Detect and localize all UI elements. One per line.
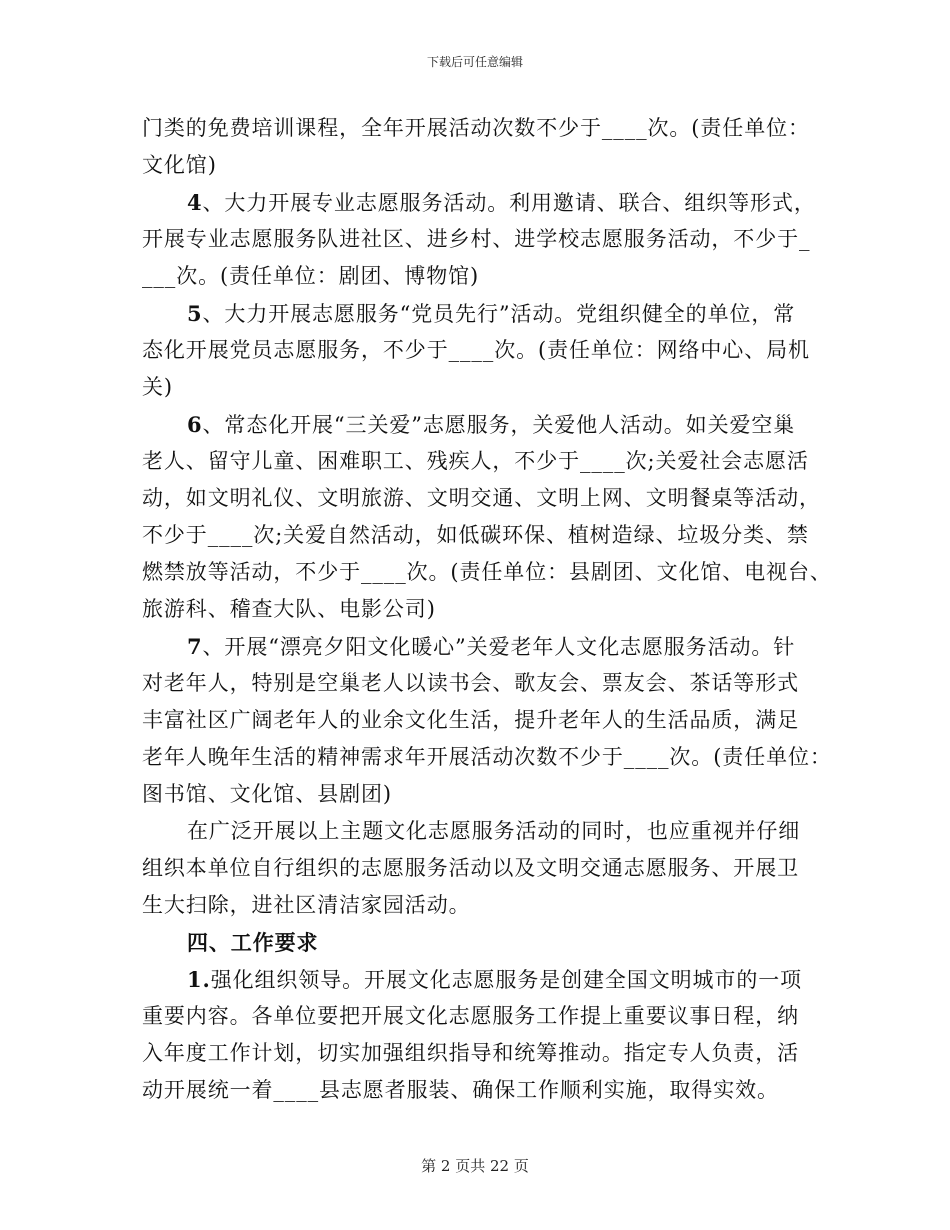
text-line: 动开展统一着____县志愿者服装、确保工作顺利实施，取得实效。	[142, 1078, 779, 1102]
line-text: 、开展“漂亮夕阳文化暖心”关爱老年人文化志愿服务活动。针	[202, 635, 796, 659]
paragraph-item-5	[142, 295, 832, 406]
text-line: 不少于____次;关爱自然活动，如低碳环保、植树造绿、垃圾分类、禁	[142, 523, 809, 547]
text-line: 态化开展党员志愿服务，不少于____次。(责任单位：网络中心、局机	[142, 338, 810, 362]
page-header-note: 下载后可任意编辑	[426, 55, 523, 69]
line-text: 强化组织领导。开展文化志愿服务是创建全国文明城市的一项	[210, 968, 803, 992]
text-line	[142, 961, 832, 998]
text-line: 开展专业志愿服务队进社区、进乡村、进学校志愿服务活动，不少于_	[142, 227, 811, 251]
line-text: 、常态化开展“三关爱”志愿服务，关爱他人活动。如关爱空巢	[202, 413, 796, 437]
paragraph-item-7	[142, 628, 832, 813]
paragraph-continuation	[142, 110, 832, 184]
text-line: 图书馆、文化馆、县剧团)	[142, 782, 392, 806]
text-line: 老年人晚年生活的精神需求年开展活动次数不少于____次。(责任单位：	[142, 745, 832, 769]
paragraph-summary	[142, 813, 832, 924]
text-line: 旅游科、稽查大队、电影公司)	[142, 597, 436, 621]
paragraph-item-6	[142, 406, 832, 628]
item-number: 6	[187, 412, 203, 437]
text-line: ___次。(责任单位：剧团、博物馆)	[142, 264, 480, 288]
text-line: 在广泛开展以上主题文化志愿服务活动的同时，也应重视并仔细	[187, 819, 801, 843]
page-number: 第 2 页共 22 页	[421, 1157, 529, 1175]
text-line	[142, 406, 832, 443]
text-line	[142, 184, 832, 221]
item-number: 1.	[187, 967, 211, 992]
line-text: 、大力开展专业志愿服务活动。利用邀请、联合、组织等形式，	[202, 191, 816, 215]
item-number: 4	[187, 190, 203, 215]
text-line: 门类的免费培训课程，全年开展活动次数不少于____次。(责任单位：	[142, 116, 810, 140]
text-line: 对老年人，特别是空巢老人以读书会、歌友会、票友会、茶话等形式	[142, 671, 799, 695]
text-line: 燃禁放等活动，不少于____次。(责任单位：县剧团、文化馆、电视台、	[142, 560, 832, 584]
text-line	[142, 628, 832, 665]
text-line: 丰富社区广阔老年人的业余文化生活，提升老年人的生活品质，满足	[142, 708, 799, 732]
section-heading: 四、工作要求	[187, 930, 319, 955]
paragraph-item-4	[142, 184, 832, 295]
text-line: 动，如文明礼仪、文明旅游、文明交通、文明上网、文明餐桌等活动，	[142, 486, 821, 510]
text-line: 重要内容。各单位要把开展文化志愿服务工作提上重要议事日程，纳	[142, 1004, 799, 1028]
requirement-item-1	[142, 961, 832, 1109]
text-line	[142, 295, 832, 332]
document-body	[142, 110, 832, 1109]
item-number: 7	[187, 634, 203, 659]
text-line: 组织本单位自行组织的志愿服务活动以及文明交通志愿服务、开展卫	[142, 856, 799, 880]
text-line: 生大扫除，进社区清洁家园活动。	[142, 893, 471, 917]
line-text: 、大力开展志愿服务“党员先行”活动。党组织健全的单位，常	[202, 302, 796, 326]
item-number: 5	[187, 301, 203, 326]
text-line: 关)	[142, 375, 173, 399]
text-line: 入年度工作计划，切实加强组织指导和统筹推动。指定专人负责，活	[142, 1041, 799, 1065]
text-line: 文化馆)	[142, 153, 217, 177]
text-line: 老人、留守儿童、困难职工、残疾人，不少于____次;关爱社会志愿活	[142, 449, 809, 473]
